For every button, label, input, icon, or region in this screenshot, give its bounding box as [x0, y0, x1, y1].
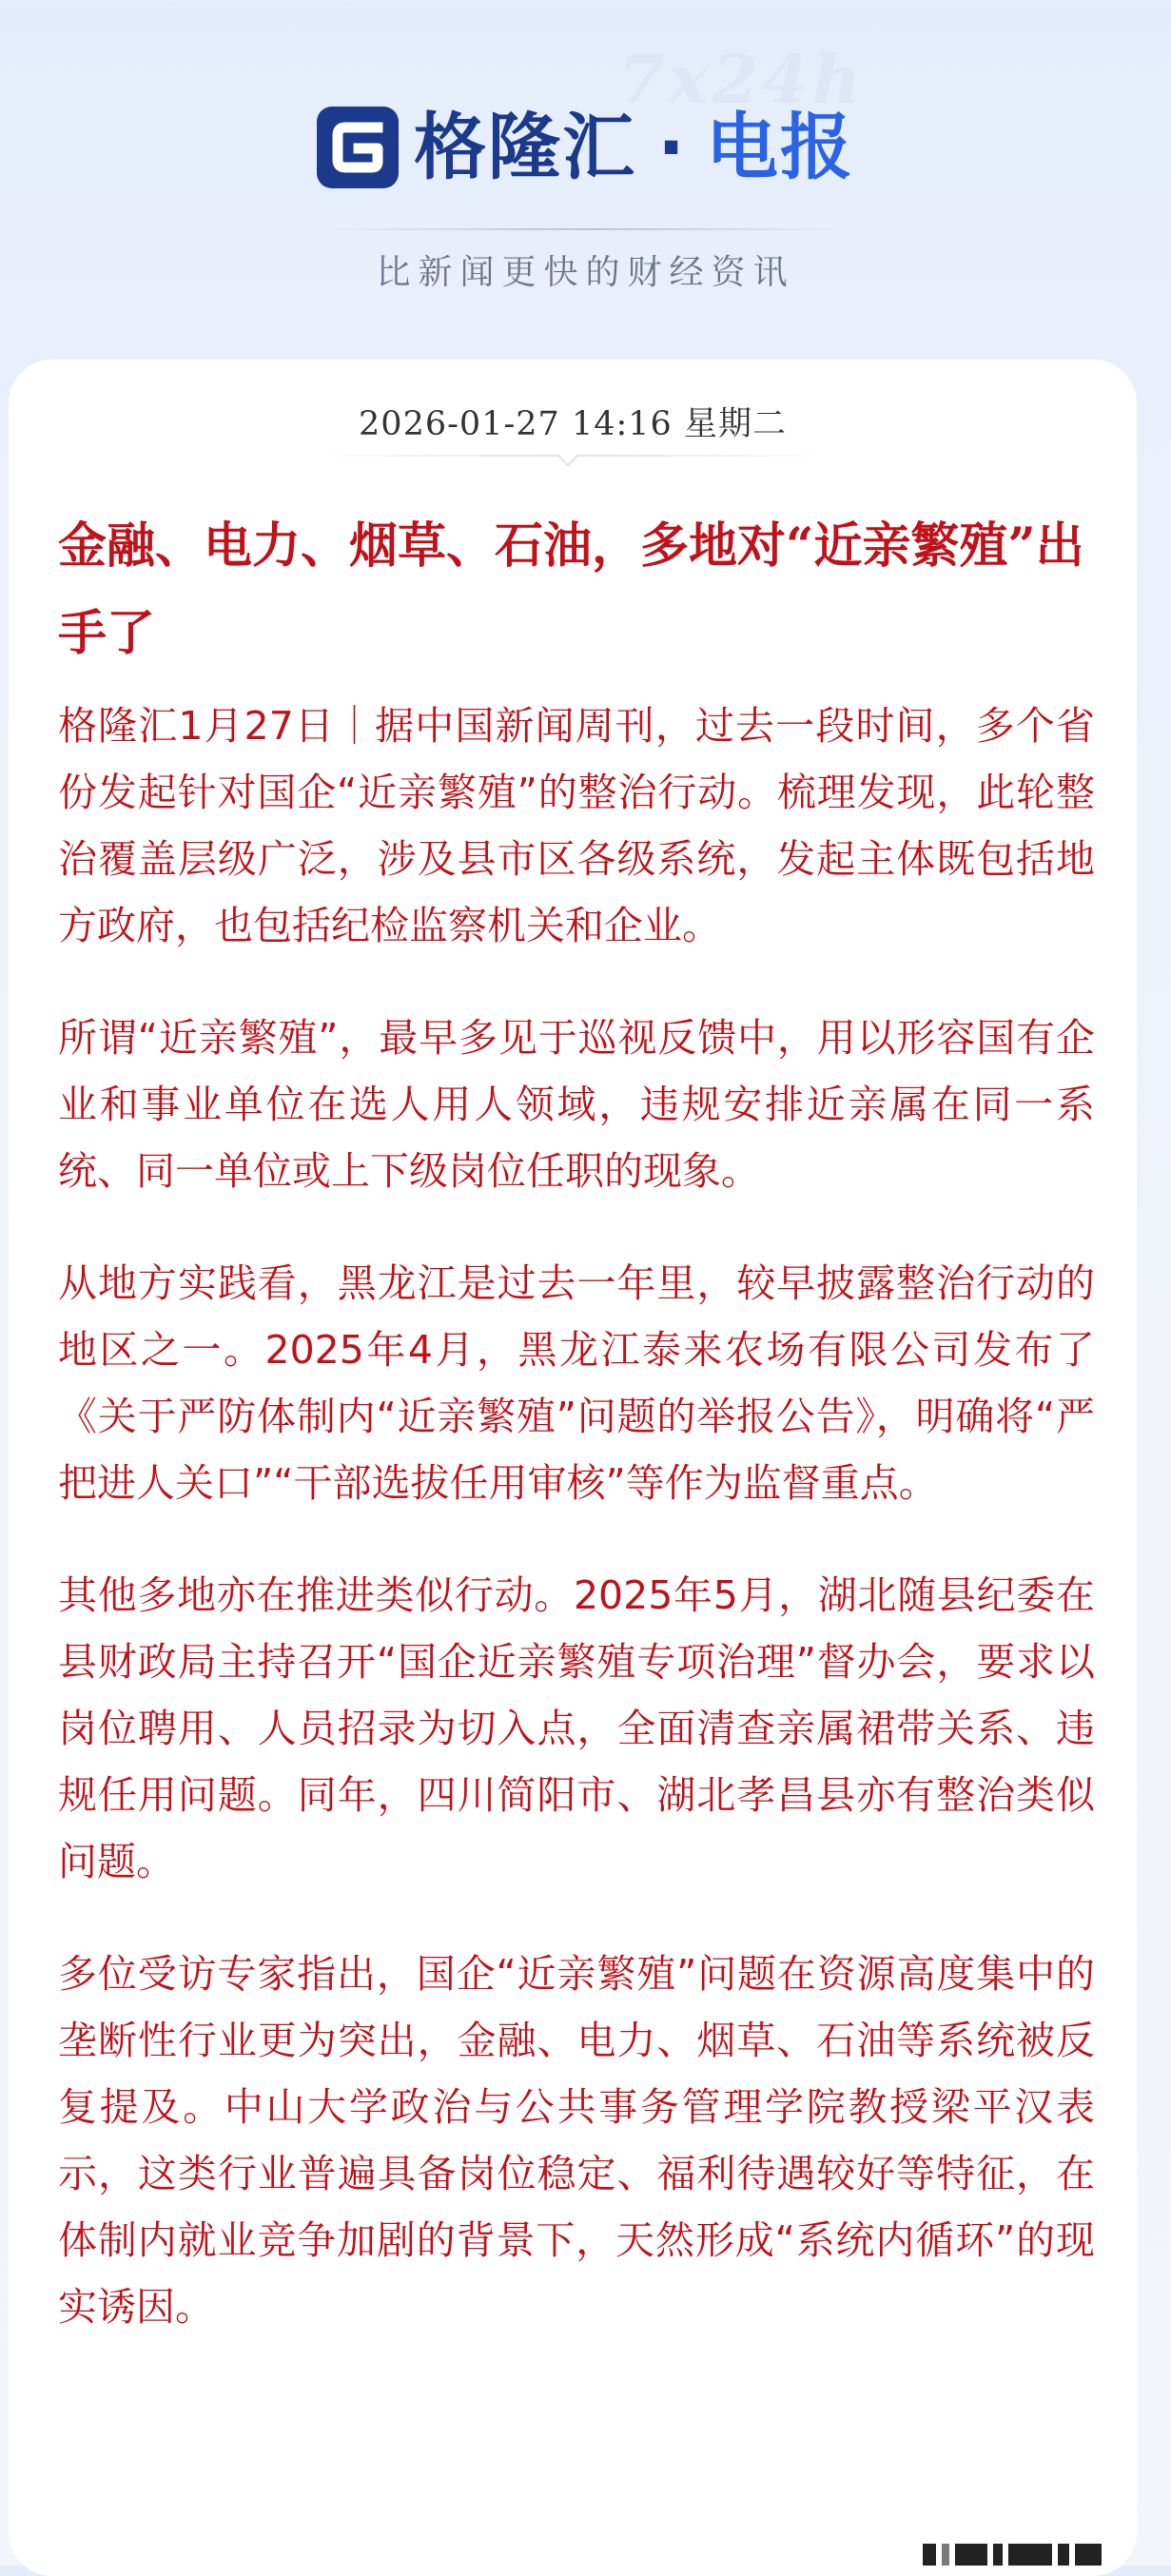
article-datetime: 2026-01-27 14:16 星期二	[359, 405, 787, 443]
datetime-divider-notch	[557, 445, 579, 467]
article-card	[9, 360, 1137, 2576]
brand-separator: ·	[657, 105, 685, 189]
header-watermark: 7x24h	[618, 40, 865, 119]
article-paragraph: 其他多地亦在推进类似行动。2025年5月，湖北随县纪委在县财政局主持召开“国企近亲繁殖专项治理”督办会，要求以岗位聘用、人员招录为切入点，全面清查亲属裙带关系、违规任用问题。同年，四川简阳市、湖北孝昌县亦有整治类似问题。	[58, 1572, 1095, 1884]
article-paragraph: 格隆汇1月27日｜据中国新闻周刊，过去一段时间，多个省份发起针对国企“近亲繁殖”的整治行动。梳理发现，此轮整治覆盖层级广泛，涉及县市区各级系统，发起主体既包括地方政府，也包括纪检监察机关和企业。	[58, 703, 1095, 948]
qr-code-icon	[923, 2544, 1122, 2566]
brand-name: 格隆汇	[414, 105, 637, 189]
article-title: 金融、电力、烟草、石油，多地对“近亲繁殖”出手了	[58, 517, 1084, 662]
article-paragraph: 所谓“近亲繁殖”，最早多见于巡视反馈中，用以形容国有企业和事业单位在选人用人领域，违规安排近亲属在同一系统、同一单位或上下级岗位任职的现象。	[58, 1015, 1095, 1194]
article-body	[58, 693, 1095, 2386]
article-paragraph: 从地方实践看，黑龙江是过去一年里，较早披露整治行动的地区之一。2025年4月，黑龙江泰来农场有限公司发布了《关于严防体制内“近亲繁殖”问题的举报公告》，明确将“严把进人关口”“干部选拔任用审核”等作为监督重点。	[58, 1260, 1095, 1506]
header-divider	[323, 228, 847, 230]
section-name: 电报	[705, 105, 854, 189]
brand-tagline: 比新闻更快的财经资讯	[376, 253, 795, 292]
app-header	[0, 0, 1171, 361]
brand-logo	[0, 107, 1171, 188]
article-paragraph: 多位受访专家指出，国企“近亲繁殖”问题在资源高度集中的垄断性行业更为突出，金融、电力、烟草、石油等系统被反复提及。中山大学政治与公共事务管理学院教授梁平汉表示，这类行业普遍具备岗位稳定、福利待遇较好等特征，在体制内就业竞争加剧的背景下，天然形成“系统内循环”的现实诱因。	[58, 1951, 1095, 2330]
gelonghui-logo-icon	[317, 107, 399, 188]
